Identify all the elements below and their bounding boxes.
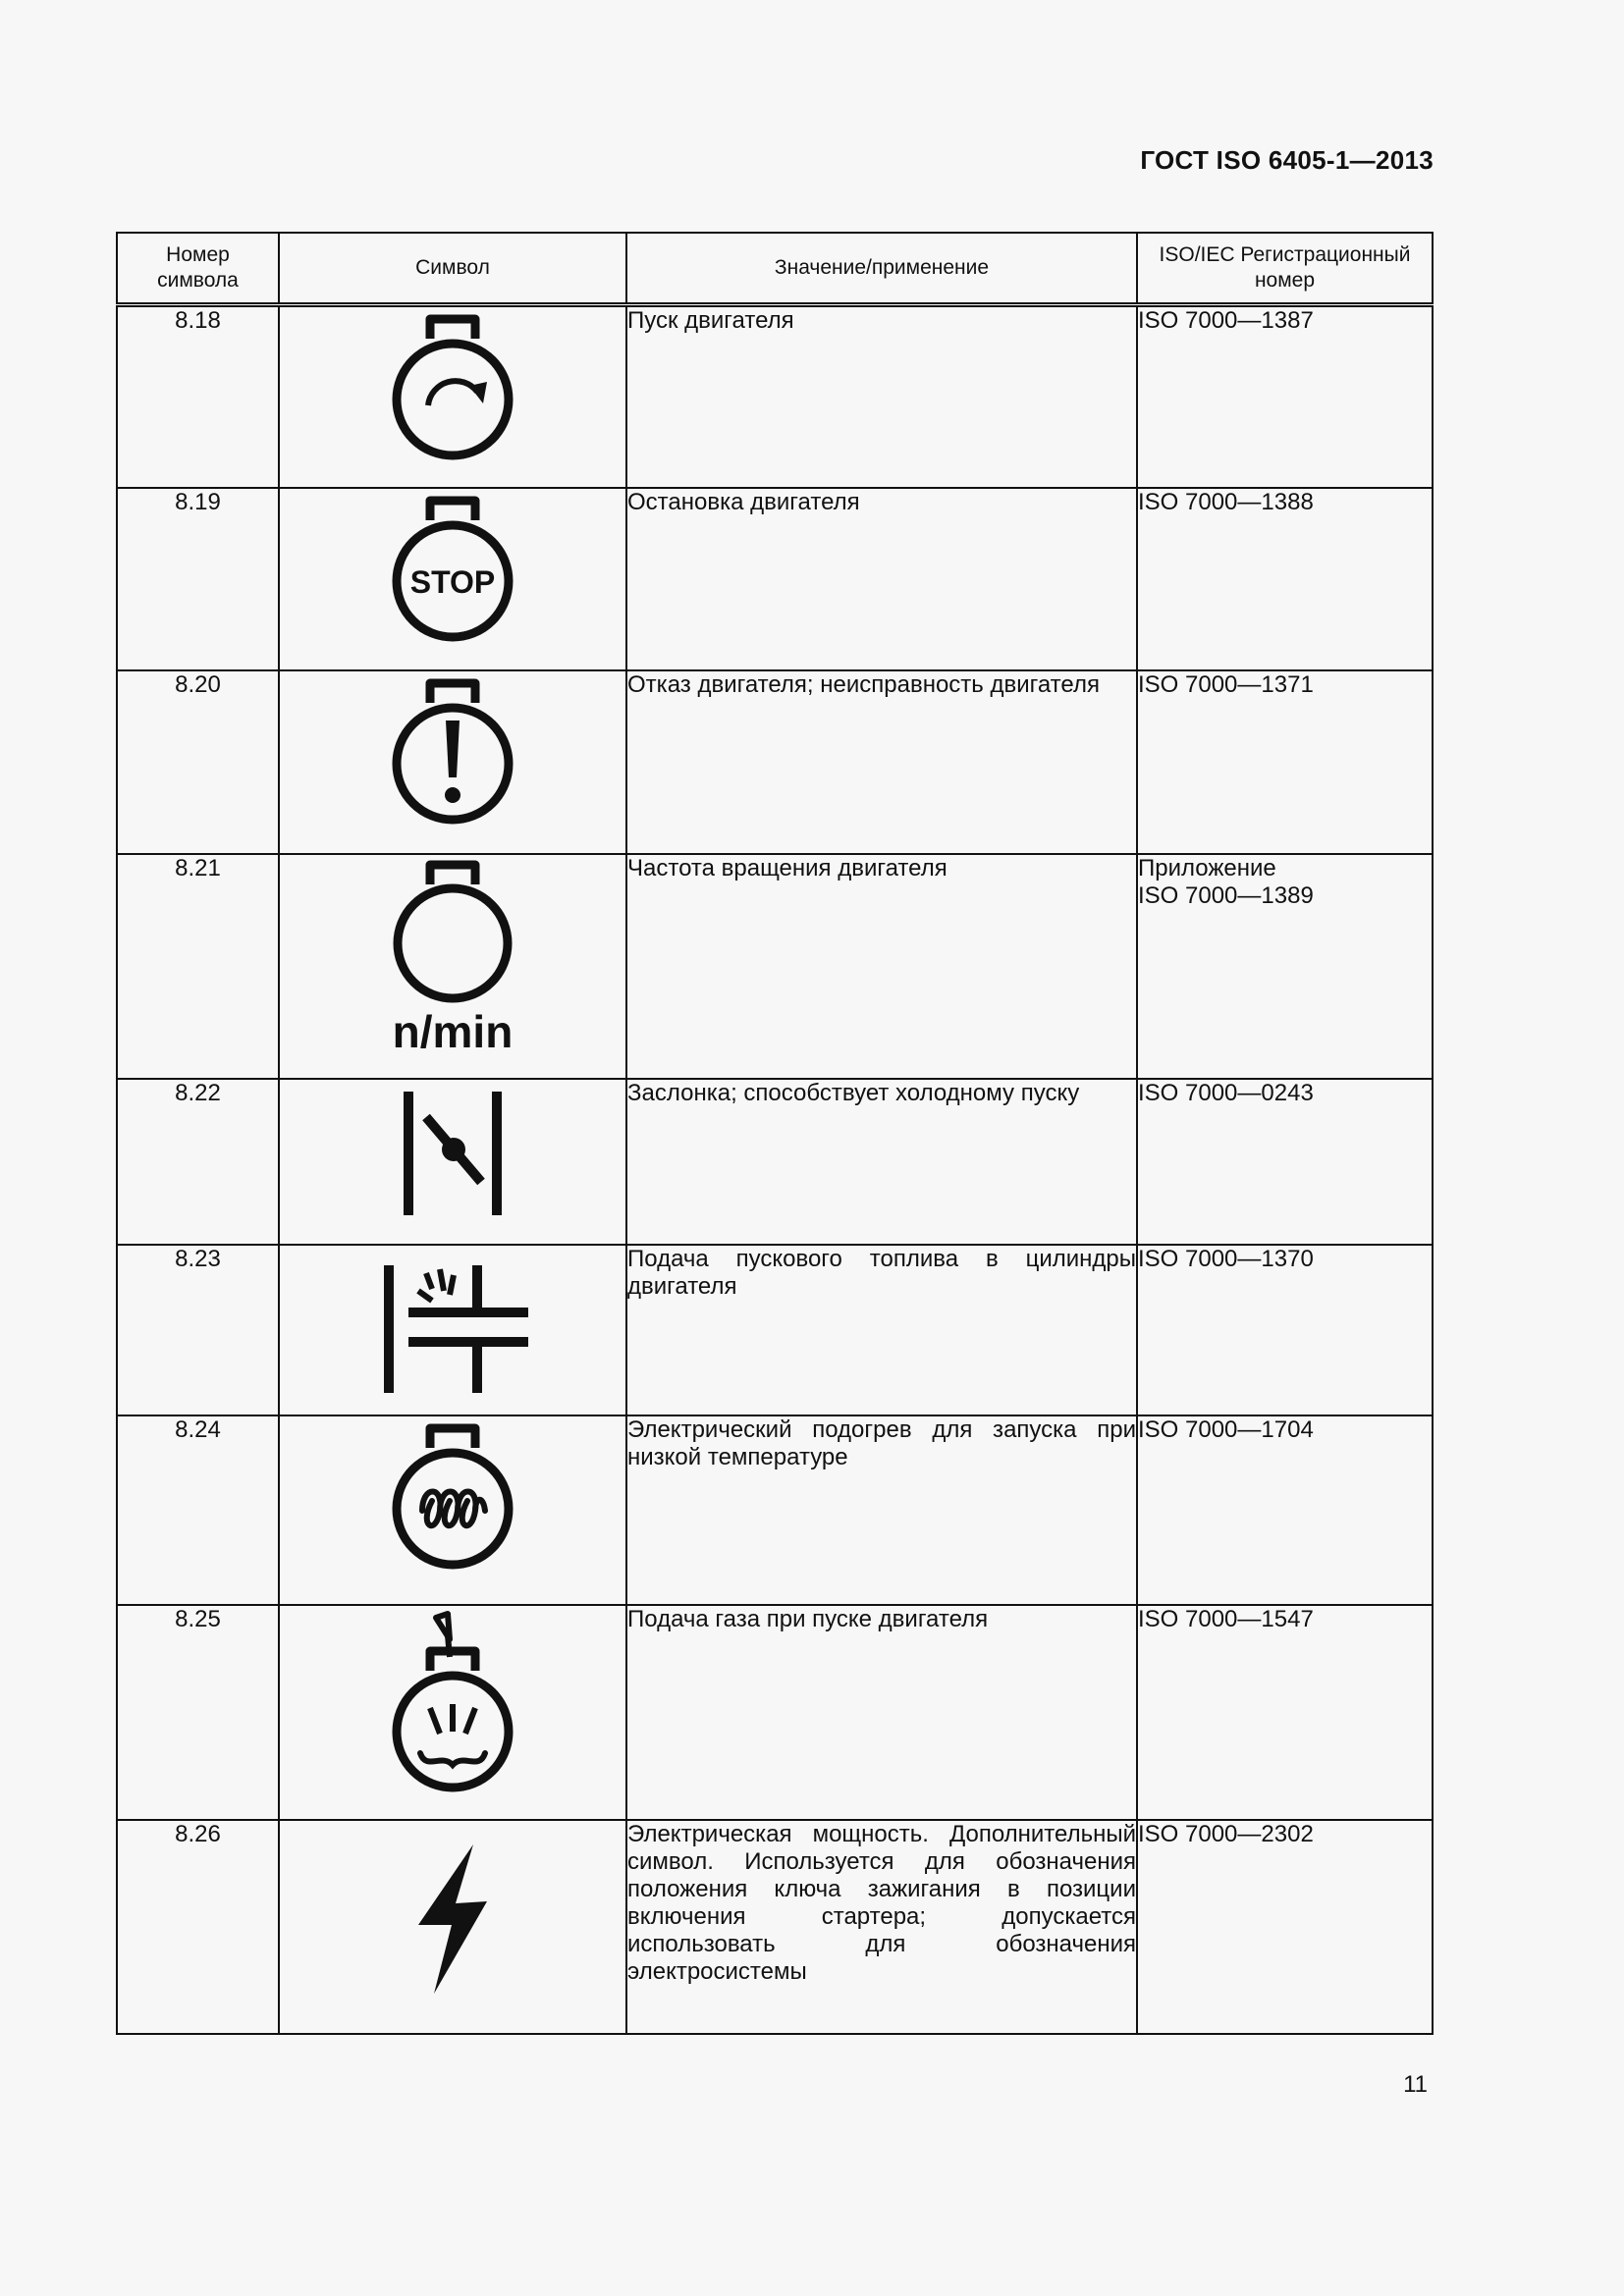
symbol-number: 8.22 (117, 1079, 279, 1245)
registration-number: ISO 7000—1547 (1138, 1605, 1314, 1632)
symbol-number: 8.25 (117, 1605, 279, 1820)
symbol-meaning: Отказ двигателя; неисправность двигателя (627, 670, 1100, 698)
symbol-meaning: Частота вращения двигателя (627, 854, 947, 881)
symbol-number: 8.21 (117, 854, 279, 1079)
engine-start-icon (379, 307, 526, 474)
column-header-registration: ISO/IEC Регистрационный номер (1137, 233, 1433, 305)
symbols-table (116, 232, 1434, 2035)
registration-number: ISO 7000—1387 (1138, 307, 1314, 334)
document-standard-title: ГОСТ ISO 6405-1—2013 (1140, 145, 1434, 175)
table-row (117, 854, 1433, 1079)
registration-number: ISO 7000—0243 (1138, 1079, 1314, 1106)
symbol-number: 8.24 (117, 1415, 279, 1605)
symbol-meaning: Электрический подогрев для запуска при низкой температуре (627, 1415, 1136, 1470)
engine-speed-icon (369, 855, 536, 1061)
symbol-meaning: Заслонка; способствует холодному пуску (627, 1079, 1080, 1106)
symbol-number: 8.26 (117, 1820, 279, 2034)
table-header-row (117, 233, 1433, 305)
choke-icon (379, 1080, 526, 1227)
table-row (117, 488, 1433, 670)
registration-number: ISO 7000—2302 (1138, 1820, 1314, 1847)
symbol-number: 8.18 (117, 305, 279, 488)
table-row (117, 670, 1433, 854)
column-header-symbol: Символ (279, 233, 626, 305)
symbol-meaning: Пуск двигателя (627, 307, 794, 334)
symbol-meaning: Подача газа при пуске двигателя (627, 1605, 989, 1632)
stop-label: STOP (409, 563, 496, 600)
starting-fuel-injection-icon (369, 1246, 536, 1403)
page-number: 11 (1403, 2071, 1428, 2098)
electric-preheat-icon (379, 1416, 526, 1583)
table-row (117, 1415, 1433, 1605)
symbol-number: 8.23 (117, 1245, 279, 1415)
registration-number: ISO 7000—1370 (1138, 1245, 1314, 1272)
table-row (117, 1605, 1433, 1820)
symbol-meaning: Подача пускового топлива в цилиндры двигателя (627, 1245, 1136, 1300)
registration-number: ISO 7000—1371 (1138, 670, 1314, 698)
table-row (117, 1079, 1433, 1245)
table-row (117, 1245, 1433, 1415)
symbol-meaning: Электрическая мощность. Дополнительный символ. Используется для обозначения положения ключа зажигания в позиции включения стартера; допускается использовать для обозначения электросистемы (627, 1820, 1136, 1985)
column-header-number: Номер символа (117, 233, 279, 305)
symbol-meaning: Остановка двигателя (627, 488, 860, 515)
rpm-label: n/min (392, 1005, 514, 1057)
registration-number: ISO 7000—1704 (1138, 1415, 1314, 1443)
symbol-number: 8.20 (117, 670, 279, 854)
registration-prefix: Приложение (1138, 854, 1276, 881)
symbol-number: 8.19 (117, 488, 279, 670)
column-header-meaning: Значение/применение (626, 233, 1137, 305)
lightning-bolt-icon (379, 1821, 526, 2007)
engine-stop-icon (379, 489, 526, 656)
registration-number: ISO 7000—1388 (1138, 488, 1314, 515)
engine-failure-icon (379, 671, 526, 838)
registration-number: ISO 7000—1389 (1138, 881, 1314, 909)
table-row (117, 1820, 1433, 2034)
gas-start-aid-icon (379, 1606, 526, 1807)
table-row (117, 305, 1433, 488)
